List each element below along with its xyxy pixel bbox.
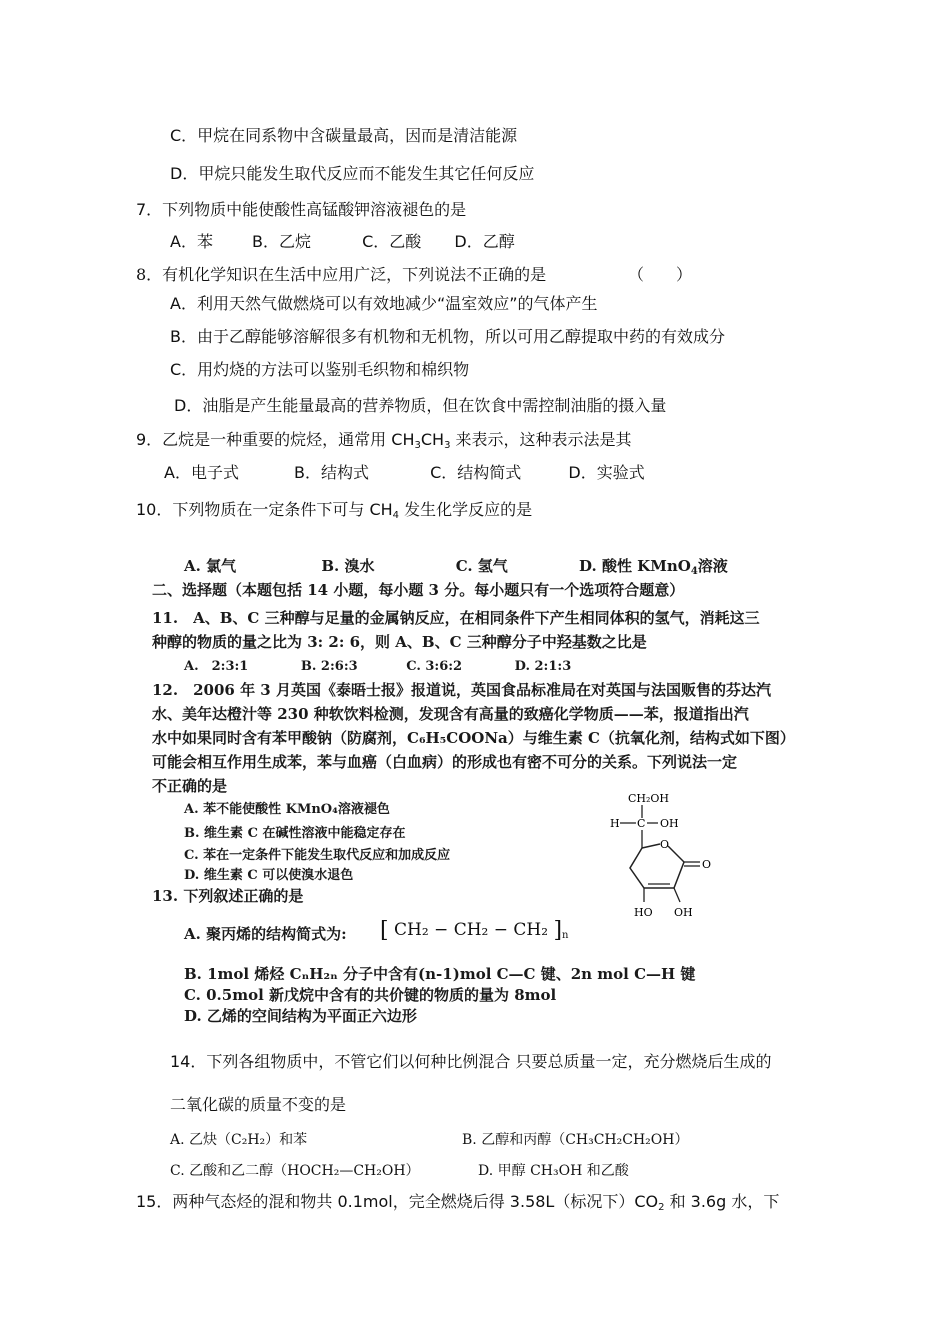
q6-option-d: D．甲烷只能发生取代反应而不能发生其它任何反应 — [170, 164, 535, 183]
q14-option-d: D. 甲醇 CH₃OH 和乙酸 — [478, 1163, 629, 1179]
q13-option-c: C. 0.5mol 新戊烷中含有的共价键的物质的量为 8mol — [184, 986, 557, 1004]
q12-option-c: C. 苯在一定条件下能发生取代反应和加成反应 — [184, 848, 451, 863]
q10-option-b: B. 溴水 — [321, 557, 375, 575]
poly-repeat-unit: CH₂ − CH₂ − CH₂ — [394, 920, 549, 940]
q12-line-5: 不正确的是 — [152, 777, 228, 795]
q12-line-1: 12. 2006 年 3 月英国《泰晤士报》报道说，英国食品标准局在对英国与法国贩售的芬达汽 — [152, 681, 771, 699]
vitamin-c-structure-diagram — [600, 790, 740, 925]
q12-option-a: A. 苯不能使酸性 KMnO₄溶液褪色 — [184, 802, 390, 817]
q13-option-d: D. 乙烯的空间结构为平面正六边形 — [184, 1007, 417, 1025]
q7-option-d: D．乙醇 — [454, 232, 515, 251]
polypropylene-formula: [ CH₂ − CH₂ − CH₂ ]$_n$ — [380, 918, 569, 943]
q7-stem: 7．下列物质中能使酸性高锰酸钾溶液褪色的是 — [136, 200, 467, 219]
q12-line-3: 水中如果同时含有苯甲酸钠（防腐剂，C₆H₅COONa）与维生素 C（抗氧化剂，结构式如下图） — [152, 729, 795, 747]
q13-option-b: B. 1mol 烯烃 CₙH₂ₙ 分子中含有(n-1)mol C—C 键、2n mol C—H 键 — [184, 965, 696, 983]
q11-option-b: B. 2:6:3 — [300, 659, 358, 674]
q8-answer-paren: （ ） — [628, 265, 693, 284]
q12-option-b: B. 维生素 C 在碱性溶液中能稳定存在 — [184, 826, 406, 841]
struct-c-label: C — [637, 817, 646, 830]
q9-option-b: B．结构式 — [294, 463, 370, 482]
q7-option-b: B．乙烷 — [252, 232, 312, 251]
q14-stem-line-2: 二氧化碳的质量不变的是 — [170, 1095, 347, 1114]
q10-stem: 10．下列物质在一定条件下可与 $CH_4$ 发生化学反应的是 — [136, 500, 533, 521]
struct-carbonyl-oxygen: O — [702, 858, 712, 871]
q13-stem: 13. 下列叙述正确的是 — [152, 887, 304, 905]
q10-option-c: C. 氢气 — [455, 557, 508, 575]
q9-option-c: C．结构简式 — [430, 463, 522, 482]
q8-option-b: B．由于乙醇能够溶解很多有机物和无机物，所以可用乙醇提取中药的有效成分 — [170, 327, 725, 346]
struct-ring — [630, 846, 684, 888]
q15-stem: 15．两种气态烃的混和物共 0.1mol，完全燃烧后得 3.58L（标况下）$CO_2$ 和 3.6g 水，下 — [136, 1192, 780, 1213]
q7-option-c: C．乙酸 — [362, 232, 422, 251]
section-2-heading: 二、选择题（本题包括 14 小题，每小题 3 分。每小题只有一个选项符合题意） — [152, 581, 685, 599]
q10-option-a: A. 氯气 — [184, 557, 237, 575]
q12-option-d: D. 维生素 C 可以使溴水退色 — [184, 868, 354, 883]
q9-stem: 9．乙烷是一种重要的烷烃，通常用 $CH_3CH_3$ 来表示，这种表示法是其 — [136, 430, 632, 451]
struct-ch2oh-label: CH₂OH — [628, 792, 670, 805]
q13-option-a: A. 聚丙烯的结构简式为: — [184, 925, 347, 943]
q12-line-2: 水、美年达橙汁等 230 种软饮料检测，发现含有高量的致癌化学物质——苯，报道指出汽 — [152, 705, 749, 723]
q9-options — [164, 463, 645, 483]
struct-h-label: H — [610, 817, 620, 830]
q7-option-a: A．苯 — [170, 232, 213, 251]
struct-oh2-label: OH — [674, 906, 693, 919]
struct-bond — [674, 888, 680, 902]
q14-stem-line-1: 14．下列各组物质中，不管它们以何种比例混合 只要总质量一定，充分燃烧后生成的 — [170, 1052, 772, 1071]
q7-options — [170, 232, 515, 252]
q14-option-a: A. 乙炔（C₂H₂）和苯 — [170, 1132, 308, 1148]
q12-line-4: 可能会相互作用生成苯，苯与血癌（白血病）的形成也有密不可分的关系。下列说法一定 — [152, 753, 738, 771]
q11-option-c: C. 3:6:2 — [406, 659, 463, 674]
q8-option-d: D．油脂是产生能量最高的营养物质，但在饮食中需控制油脂的摄入量 — [174, 396, 667, 415]
struct-oh-label: OH — [660, 817, 679, 830]
q8-option-a: A．利用天然气做燃烧可以有效地减少“温室效应”的气体产生 — [170, 294, 598, 313]
q14-option-b: B. 乙醇和丙醇（CH₃CH₂CH₂OH） — [462, 1132, 689, 1148]
q11-options — [184, 657, 571, 677]
q9-option-a: A．电子式 — [164, 463, 239, 482]
struct-bond — [642, 844, 660, 848]
q10-option-d: D. 酸性 KMnO$_4$溶液 — [579, 557, 728, 577]
poly-n: n — [562, 930, 569, 941]
q11-line-2: 种醇的物质的量之比为 3: 2: 6，则 A、B、C 三种醇分子中羟基数之比是 — [152, 633, 647, 651]
q14-option-c: C. 乙酸和乙二醇（HOCH₂—CH₂OH） — [170, 1163, 420, 1179]
q8-option-c: C．用灼烧的方法可以鉴别毛织物和棉织物 — [170, 360, 470, 379]
struct-ring-oxygen: O — [660, 838, 670, 851]
q10-options — [184, 556, 728, 576]
struct-ho-label: HO — [634, 906, 653, 919]
q9-option-d: D．实验式 — [568, 463, 645, 482]
q8-stem: 8．有机化学知识在生活中应用广泛，下列说法不正确的是 — [136, 265, 547, 284]
q6-option-c: C．甲烷在同系物中含碳量最高，因而是清洁能源 — [170, 126, 518, 145]
q11-option-a: A. 2:3:1 — [184, 659, 249, 674]
q11-option-d: D. 2:1:3 — [514, 659, 572, 674]
q11-line-1: 11. A、B、C 三种醇与足量的金属钠反应，在相同条件下产生相同体积的氢气，消耗这三 — [152, 609, 760, 627]
